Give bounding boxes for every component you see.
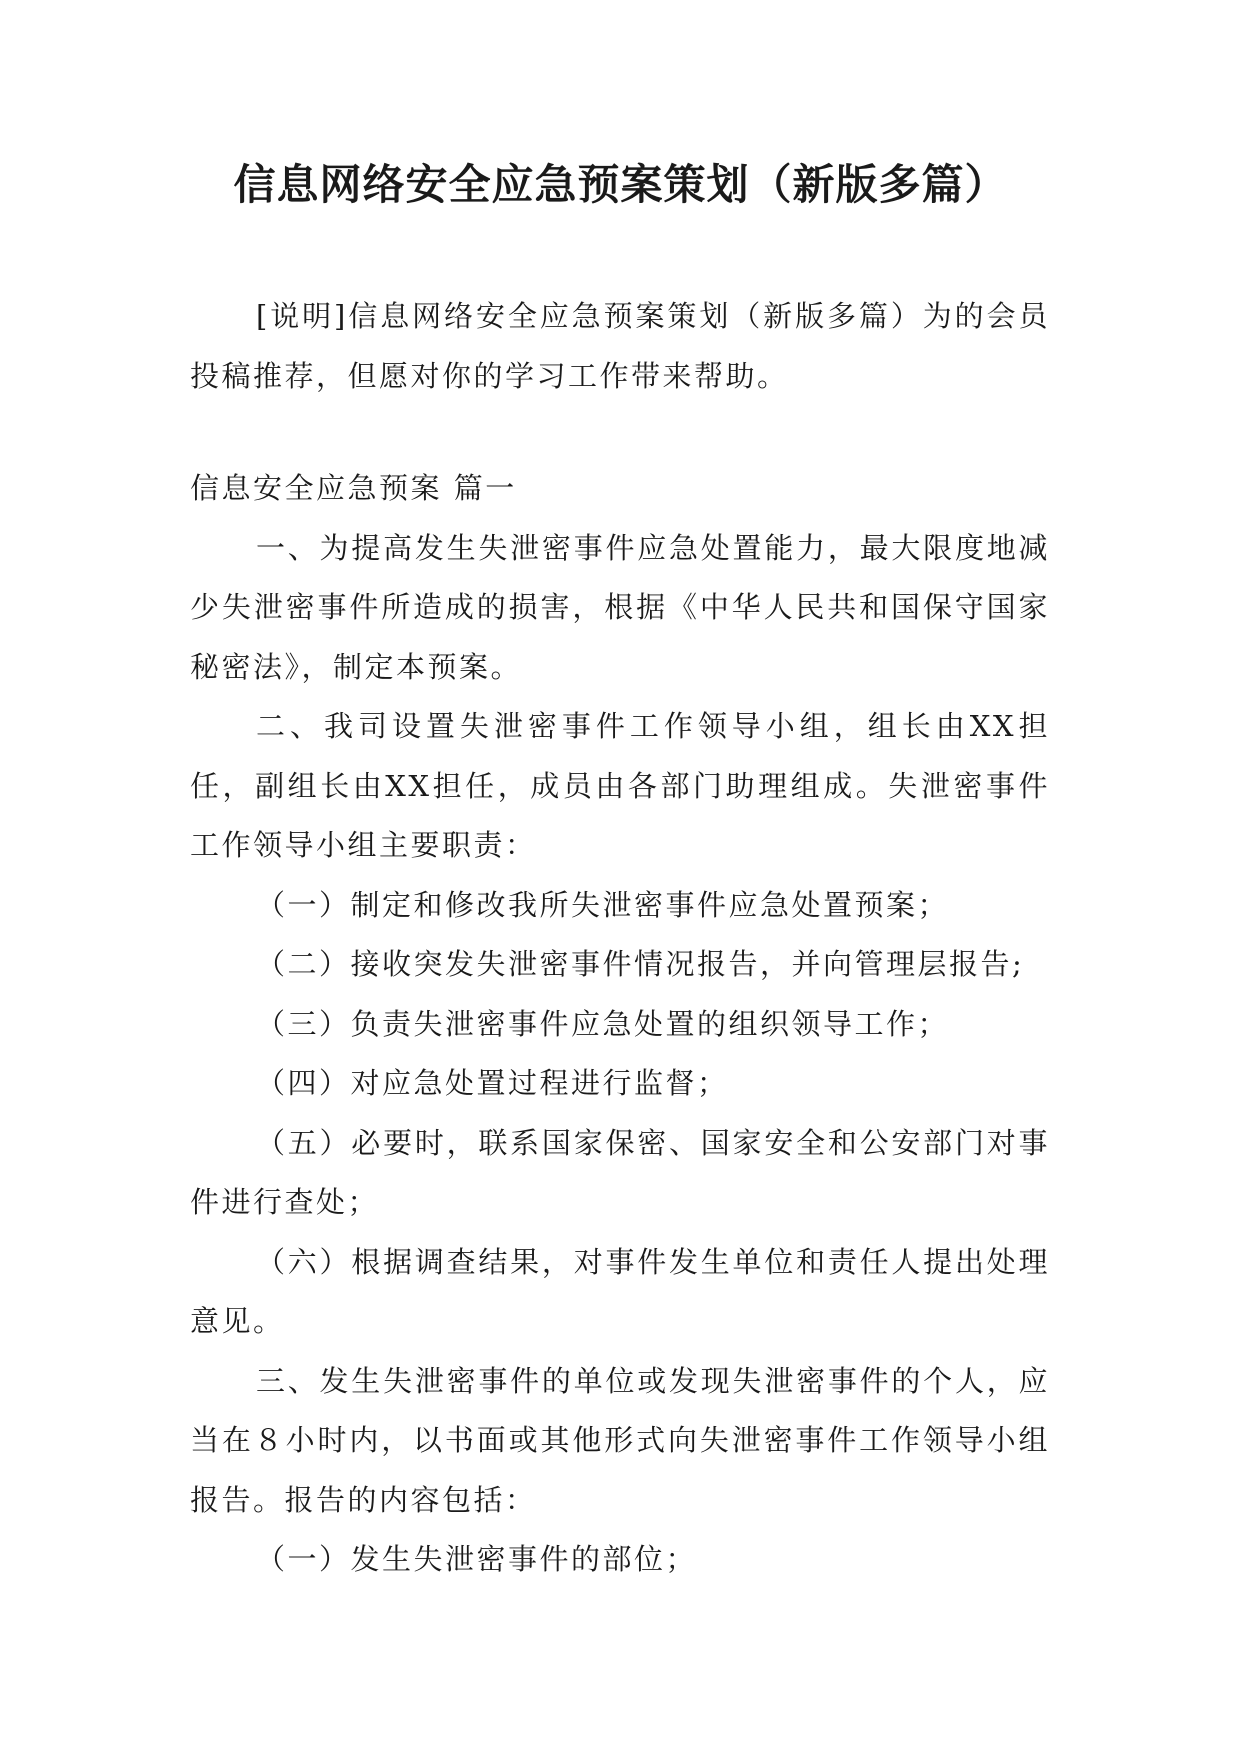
paragraph: 二、我司设置失泄密事件工作领导小组，组长由XX担任，副组长由XX担任，成员由各部门助理组成。失泄密事件工作领导小组主要职责： xyxy=(190,709,1050,862)
list-item: （四）对应急处置过程进行监督； xyxy=(256,1066,729,1100)
intro-block xyxy=(190,287,1050,406)
list-item: （六）根据调查结果，对事件发生单位和责任人提出处理意见。 xyxy=(190,1244,1050,1338)
paragraph: 三、发生失泄密事件的单位或发现失泄密事件的个人，应当在８小时内，以书面或其他形式向失泄密事件工作领导小组报告。报告的内容包括： xyxy=(190,1363,1050,1517)
main-content xyxy=(190,459,1050,1590)
list-item: （二）接收突发失泄密事件情况报告，并向管理层报告; xyxy=(256,947,1025,981)
intro-paragraph: [说明]信息网络安全应急预案策划（新版多篇）为的会员投稿推荐，但愿对你的学习工作带来帮助。 xyxy=(190,299,1050,393)
paragraph: 一、为提高发生失泄密事件应急处置能力，最大限度地减少失泄密事件所造成的损害，根据《中华人民共和国保守国家秘密法》，制定本预案。 xyxy=(190,530,1050,684)
list-item: （一）发生失泄密事件的部位； xyxy=(256,1542,698,1576)
list-item: （三）负责失泄密事件应急处置的组织领导工作； xyxy=(256,1006,950,1041)
list-item: （一）制定和修改我所失泄密事件应急处置预案； xyxy=(256,887,950,922)
section-heading: 信息安全应急预案 篇一 xyxy=(190,471,517,505)
document-title: 信息网络安全应急预案策划（新版多篇） xyxy=(233,160,1008,209)
list-item: （五）必要时，联系国家保密、国家安全和公安部门对事件进行查处； xyxy=(190,1125,1050,1219)
